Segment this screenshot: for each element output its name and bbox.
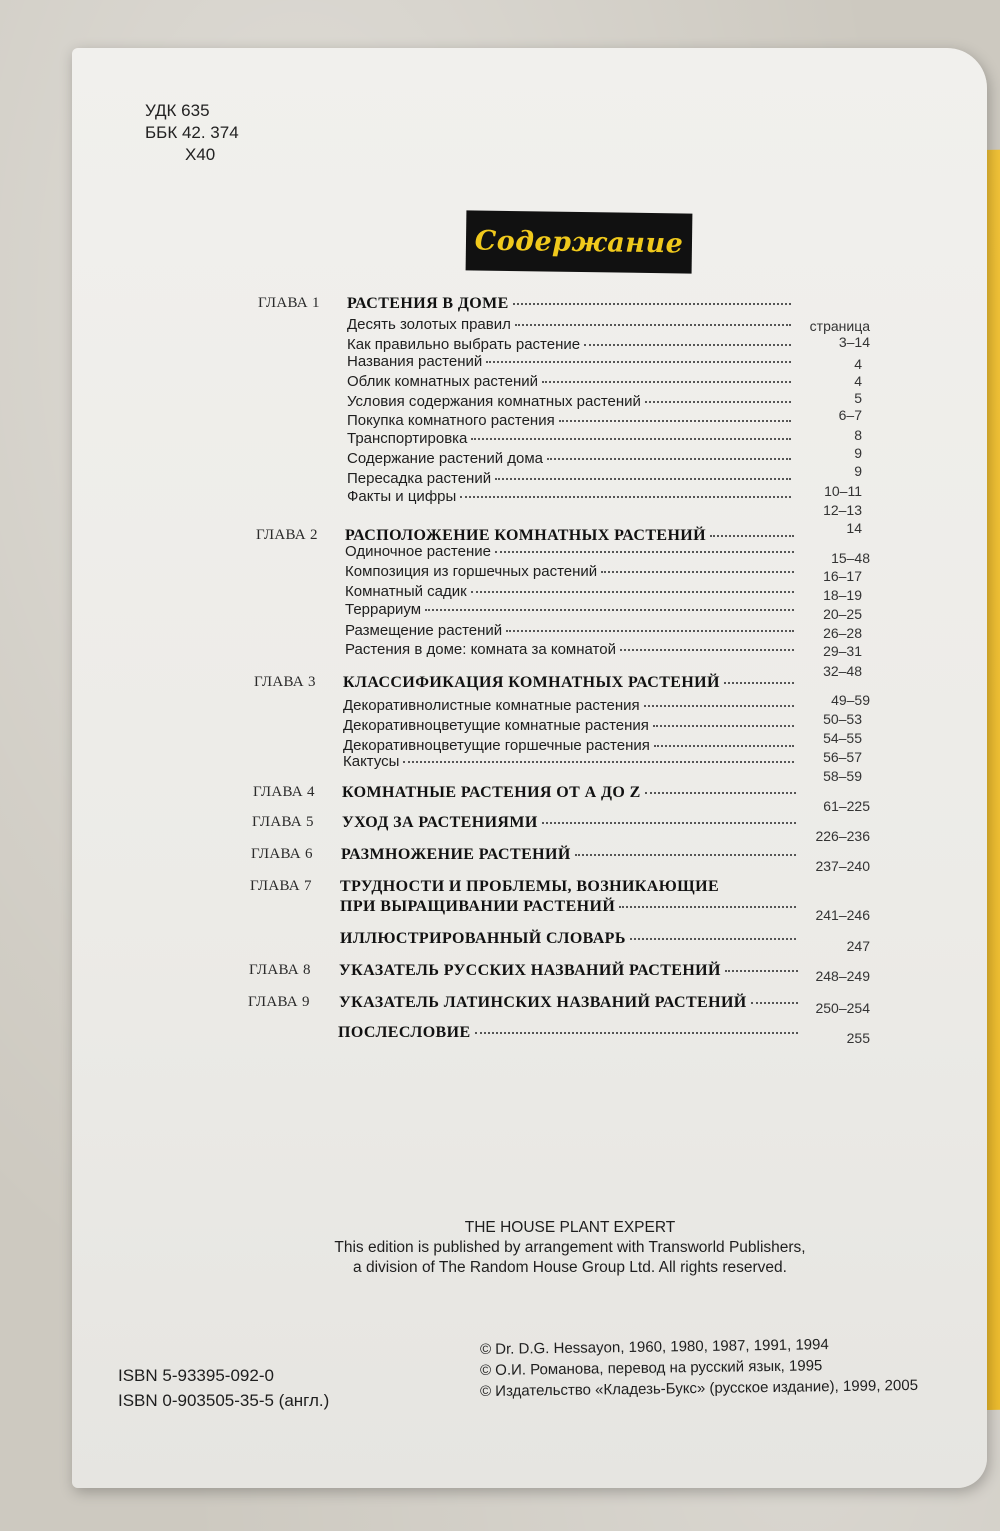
chapter-pages: 237–240: [815, 858, 870, 874]
dot-leader: [542, 822, 796, 824]
toc-subentry: [347, 488, 795, 505]
dot-leader: [559, 420, 791, 422]
chapter-heading-title: КОМНАТНЫЕ РАСТЕНИЯ ОТ А ДО Z: [342, 784, 641, 801]
chapter-heading-continued: [340, 898, 800, 916]
copyright-line: © Издательство «Кладезь-Букс» (русское издание), 1999, 2005: [479, 1376, 919, 1401]
chapter-heading: [338, 1024, 802, 1042]
subentry-pages: 12–13: [823, 502, 862, 518]
chapter-pages: 226–236: [815, 828, 870, 844]
chapter-pages: 241–246: [815, 907, 870, 923]
toc-subentry: [345, 622, 798, 639]
toc-subentry: [343, 753, 798, 770]
chapter-heading-title: УКАЗАТЕЛЬ ЛАТИНСКИХ НАЗВАНИЙ РАСТЕНИЙ: [339, 994, 747, 1011]
dot-leader: [547, 458, 791, 460]
dot-leader: [619, 906, 796, 908]
toc-subentry: [347, 336, 795, 353]
toc-subentry-title: Содержание растений дома: [347, 450, 544, 467]
chapter-heading: [347, 295, 795, 313]
toc-subentry-title: Пересадка растений: [347, 470, 492, 487]
edition-notice: [290, 1218, 850, 1278]
toc-subentry-title: Условия содержания комнатных растений: [347, 393, 641, 410]
chapter-heading-title: РАЗМНОЖЕНИЕ РАСТЕНИЙ: [341, 846, 571, 863]
toc-subentry-title: Размещение растений: [345, 622, 503, 639]
isbn-block: [118, 1363, 329, 1413]
dot-leader: [645, 792, 796, 794]
toc-subentry-title: Террариум: [345, 601, 422, 618]
subentry-pages: 50–53: [823, 711, 862, 727]
chapter-heading-continued-title: ПРИ ВЫРАЩИВАНИИ РАСТЕНИЙ: [340, 898, 616, 915]
toc-subentry-title: Декоративноцветущие комнатные растения: [343, 717, 649, 734]
subentry-pages: 9: [854, 445, 862, 461]
chapter-label: ГЛАВА 5: [252, 814, 314, 830]
chapter-heading: [339, 962, 802, 980]
subentry-pages: 16–17: [823, 568, 862, 584]
dot-leader: [475, 1032, 798, 1034]
dot-leader: [575, 854, 796, 856]
chapter-pages: 255: [846, 1030, 870, 1046]
chapter-label: ГЛАВА 6: [251, 846, 313, 862]
chapter-heading-title: РАСТЕНИЯ В ДОМЕ: [347, 295, 509, 312]
chapter-label: ГЛАВА 1: [258, 295, 320, 311]
chapter-heading-title: ИЛЛЮСТРИРОВАННЫЙ СЛОВАРЬ: [340, 930, 626, 947]
chapter-heading: [339, 994, 802, 1012]
dot-leader: [645, 401, 791, 403]
dot-leader: [495, 478, 791, 480]
subentry-pages: 20–25: [823, 606, 862, 622]
toc-subentry: [347, 450, 795, 467]
chapter-heading: [343, 674, 798, 692]
dot-leader: [495, 551, 794, 553]
subentry-pages: 56–57: [823, 749, 862, 765]
subentry-pages: 14: [846, 520, 862, 536]
subentry-pages: 5: [854, 390, 862, 406]
chapter-pages: 248–249: [815, 968, 870, 984]
subentry-pages: 26–28: [823, 625, 862, 641]
subentry-pages: 32–48: [823, 663, 862, 679]
dot-leader: [644, 705, 794, 707]
dot-leader: [460, 496, 791, 498]
toc-subentry-title: Факты и цифры: [347, 488, 457, 505]
toc-subentry: [347, 412, 795, 429]
toc-subentry-title: Комнатный садик: [345, 583, 467, 600]
bbk-code: ББК 42. 374: [145, 123, 239, 142]
dot-leader: [620, 649, 794, 651]
chapter-heading: [341, 846, 800, 864]
chapter-pages: 3–14: [838, 334, 870, 350]
isbn-russian: ISBN 5-93395-092-0: [118, 1366, 274, 1385]
dot-leader: [486, 361, 791, 363]
dot-leader: [471, 438, 791, 440]
dot-leader: [653, 725, 794, 727]
toc-subentry: [345, 641, 798, 658]
chapter-label: ГЛАВА 4: [253, 784, 315, 800]
subentry-pages: 54–55: [823, 730, 862, 746]
isbn-english: ISBN 0-903505-35-5 (англ.): [118, 1391, 330, 1410]
chapter-heading-title: УКАЗАТЕЛЬ РУССКИХ НАЗВАНИЙ РАСТЕНИЙ: [339, 962, 721, 979]
chapter-heading-title: РАСПОЛОЖЕНИЕ КОМНАТНЫХ РАСТЕНИЙ: [345, 527, 707, 544]
chapter-heading-title: КЛАССИФИКАЦИЯ КОМНАТНЫХ РАСТЕНИЙ: [343, 674, 720, 691]
toc-subentry: [347, 373, 795, 390]
chapter-heading: [340, 878, 719, 896]
chapter-heading-title: УХОД ЗА РАСТЕНИЯМИ: [342, 814, 538, 831]
toc-subentry-title: Покупка комнатного растения: [347, 412, 555, 429]
subentry-pages: 58–59: [823, 768, 862, 784]
toc-subentry-title: Декоративнолистные комнатные растения: [343, 697, 640, 714]
toc-subentry-title: Названия растений: [347, 353, 483, 370]
dot-leader: [751, 1002, 798, 1004]
toc-subentry-title: Десять золотых правил: [347, 316, 511, 333]
chapter-heading-title: ТРУДНОСТИ И ПРОБЛЕМЫ, ВОЗНИКАЮЩИЕ: [340, 878, 720, 895]
toc-subentry-title: Одиночное растение: [345, 543, 491, 560]
edition-line: a division of The Random House Group Ltd. All rights reserved.: [353, 1259, 787, 1276]
subentry-pages: 9: [854, 463, 862, 479]
page-column-label: страница: [809, 318, 870, 334]
toc-subentry: [347, 353, 795, 370]
toc-subentry: [347, 470, 795, 487]
chapter-label: ГЛАВА 7: [250, 878, 312, 894]
subentry-pages: 29–31: [823, 643, 862, 659]
chapter-heading: [342, 814, 800, 832]
dot-leader: [515, 324, 791, 326]
toc-subentry-title: Декоративноцветущие горшечные растения: [343, 737, 650, 754]
toc-subentry: [345, 563, 798, 580]
dot-leader: [506, 630, 794, 632]
dot-leader: [513, 303, 791, 305]
chapter-pages: 250–254: [815, 1000, 870, 1016]
chapter-pages: 61–225: [823, 798, 870, 814]
toc-subentry: [347, 393, 795, 410]
chapter-label: ГЛАВА 3: [254, 674, 316, 690]
copyright-line: © О.И. Романова, перевод на русский язык, 1995: [479, 1357, 823, 1380]
toc-subentry-title: Облик комнатных растений: [347, 373, 539, 390]
chapter-heading-title: ПОСЛЕСЛОВИЕ: [338, 1024, 471, 1041]
dot-leader: [542, 381, 791, 383]
dot-leader: [584, 344, 791, 346]
toc-subentry: [343, 737, 798, 754]
udk-code: УДК 635: [145, 101, 210, 120]
copyright-line: © Dr. D.G. Hessayon, 1960, 1980, 1987, 1991, 1994: [479, 1336, 829, 1359]
toc-subentry-title: Кактусы: [343, 753, 400, 770]
copyright-block: [480, 1336, 918, 1399]
dot-leader: [403, 761, 794, 763]
chapter-heading: [340, 930, 800, 948]
dot-leader: [630, 938, 796, 940]
original-title: THE HOUSE PLANT EXPERT: [464, 1219, 676, 1236]
chapter-pages: 15–48: [831, 550, 870, 566]
dot-leader: [654, 745, 794, 747]
subentry-pages: 8: [854, 427, 862, 443]
dot-leader: [601, 571, 794, 573]
edition-line: This edition is published by arrangement with Transworld Publishers,: [334, 1239, 806, 1256]
author-mark: Х40: [185, 145, 216, 164]
chapter-pages: 49–59: [831, 692, 870, 708]
subentry-pages: 4: [854, 356, 862, 372]
toc-subentry: [345, 601, 798, 618]
subentry-pages: 10–11: [824, 483, 862, 499]
toc-subentry-title: Как правильно выбрать растение: [347, 336, 581, 353]
chapter-label: ГЛАВА 8: [249, 962, 311, 978]
subentry-pages: 6–7: [838, 407, 862, 423]
chapter-pages: 247: [846, 938, 870, 954]
chapter-label: ГЛАВА 2: [256, 527, 318, 543]
toc-subentry: [343, 717, 798, 734]
toc-subentry: [347, 316, 795, 333]
chapter-heading: [342, 784, 800, 802]
toc-subentry-title: Растения в доме: комната за комнатой: [345, 641, 616, 658]
subentry-pages: 4: [854, 373, 862, 389]
toc-subentry: [345, 543, 798, 560]
toc-subentry: [343, 697, 798, 714]
contents-title: Содержание: [474, 225, 684, 259]
toc-subentry: [347, 430, 795, 447]
dot-leader: [471, 591, 794, 593]
dot-leader: [725, 970, 798, 972]
toc-subentry-title: Композиция из горшечных растений: [345, 563, 598, 580]
dot-leader: [425, 609, 794, 611]
dot-leader: [710, 535, 794, 537]
dot-leader: [724, 682, 794, 684]
subentry-pages: 18–19: [823, 587, 862, 603]
toc-subentry: [345, 583, 798, 600]
chapter-label: ГЛАВА 9: [248, 994, 310, 1010]
toc-subentry-title: Транспортировка: [347, 430, 468, 447]
